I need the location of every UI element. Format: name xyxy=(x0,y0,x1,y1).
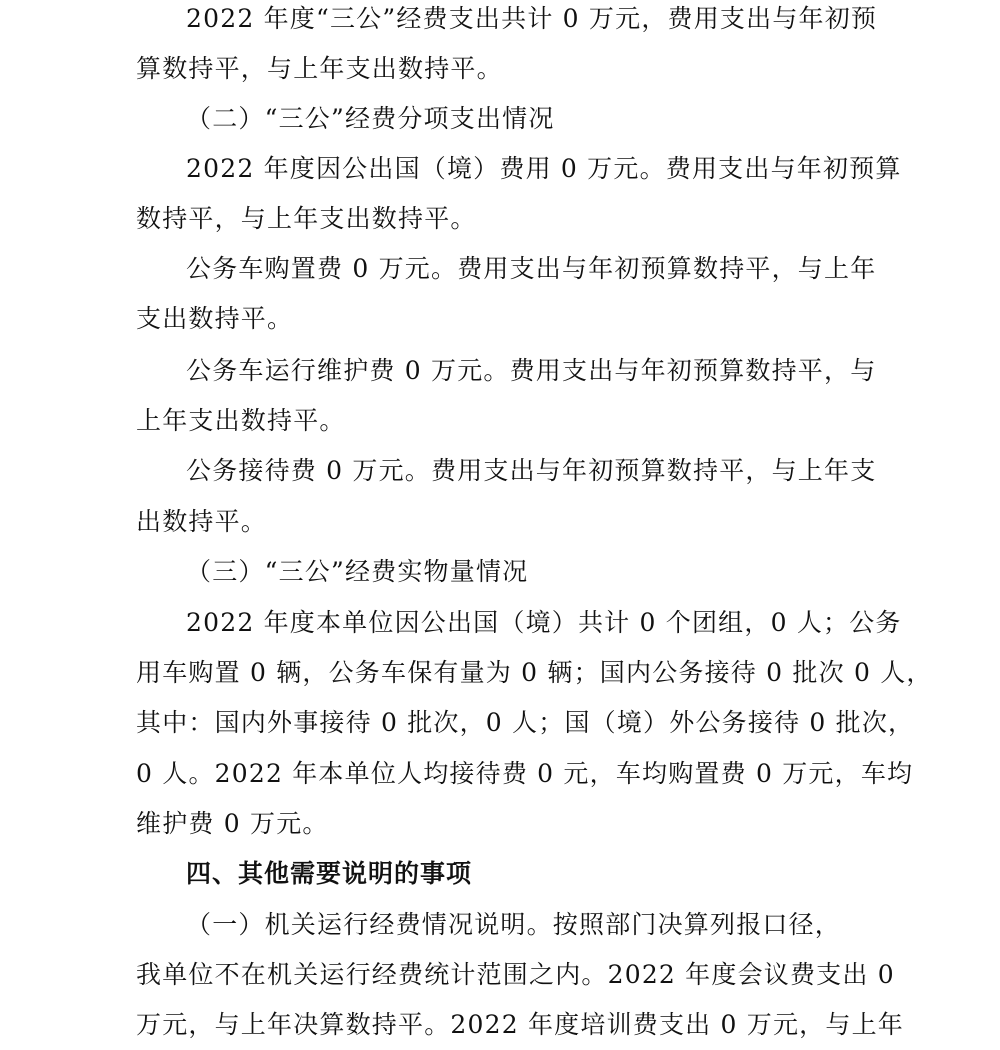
paragraph-line: 用车购置 0 辆，公务车保有量为 0 辆；国内公务接待 0 批次 0 人， xyxy=(136,658,933,687)
paragraph-line: 其中：国内外事接待 0 批次，0 人；国（境）外公务接待 0 批次， xyxy=(136,708,915,737)
paragraph-line: （一）机关运行经费情况说明。按照部门决算列报口径， xyxy=(186,910,842,939)
paragraph-line: 公务接待费 0 万元。费用支出与年初预算数持平，与上年支 xyxy=(186,456,877,485)
paragraph-line: 数持平，与上年支出数持平。 xyxy=(136,204,477,233)
paragraph-line: 0 人。2022 年本单位人均接待费 0 元，车均购置费 0 万元，车均 xyxy=(136,759,914,788)
paragraph-line: 算数持平，与上年支出数持平。 xyxy=(136,54,503,83)
paragraph-line: 2022 年度本单位因公出国（境）共计 0 个团组，0 人；公务 xyxy=(186,608,902,637)
major-heading: 四、其他需要说明的事项 xyxy=(186,859,473,888)
paragraph-line: 公务车运行维护费 0 万元。费用支出与年初预算数持平，与 xyxy=(186,356,877,385)
paragraph-line: 出数持平。 xyxy=(136,507,268,536)
paragraph-line: 我单位不在机关运行经费统计范围之内。2022 年度会议费支出 0 xyxy=(136,960,895,989)
paragraph-line: 2022 年度“三公”经费支出共计 0 万元，费用支出与年初预 xyxy=(186,4,878,33)
paragraph-line: 支出数持平。 xyxy=(136,304,294,333)
section-heading: （三）“三公”经费实物量情况 xyxy=(186,557,529,586)
paragraph-line: 上年支出数持平。 xyxy=(136,406,346,435)
paragraph-line: 2022 年度因公出国（境）费用 0 万元。费用支出与年初预算 xyxy=(186,154,902,183)
paragraph-line: 公务车购置费 0 万元。费用支出与年初预算数持平，与上年 xyxy=(186,254,877,283)
paragraph-line: 万元，与上年决算数持平。2022 年度培训费支出 0 万元，与上年 xyxy=(136,1010,904,1039)
section-heading: （二）“三公”经费分项支出情况 xyxy=(186,104,555,133)
paragraph-line: 维护费 0 万元。 xyxy=(136,809,329,838)
